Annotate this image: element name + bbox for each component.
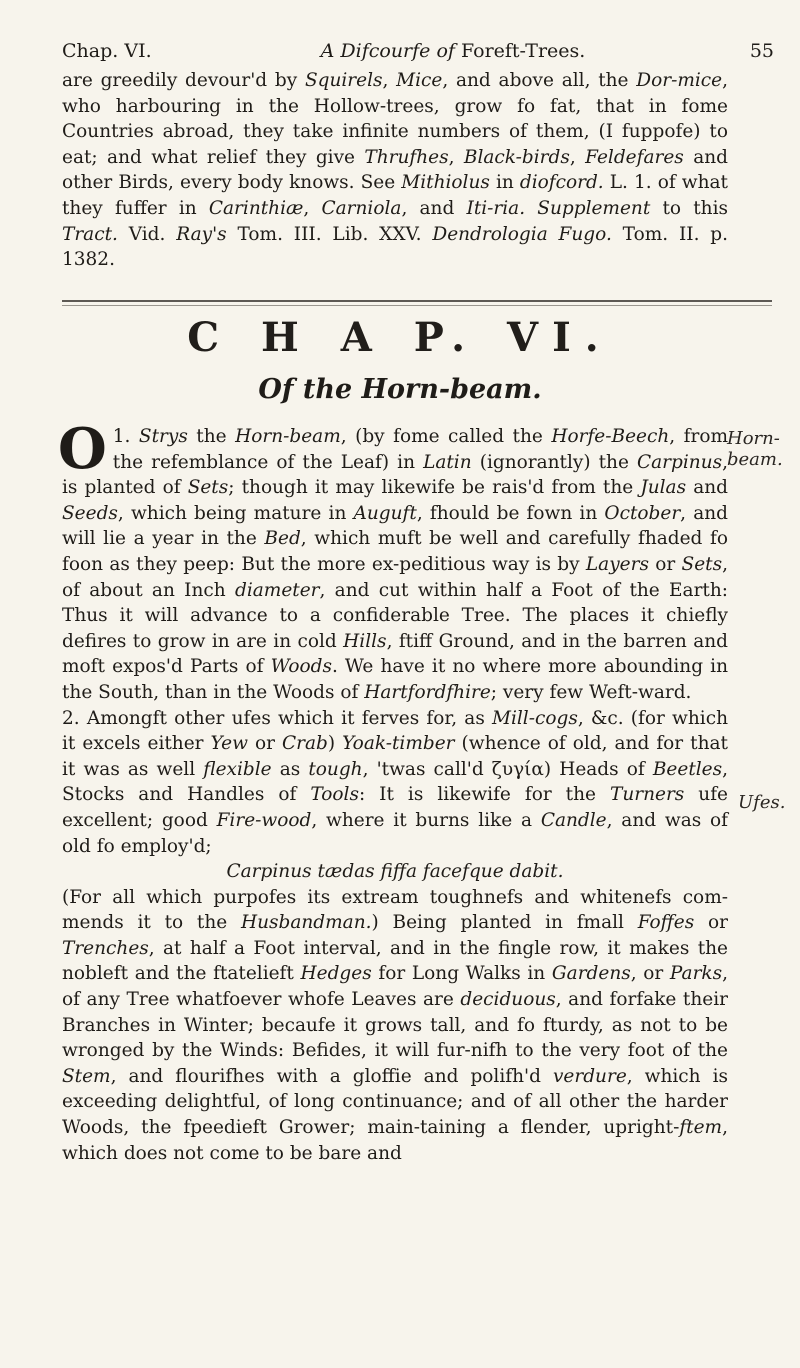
margin-note-horn-beam: Horn-beam.: [727, 428, 783, 470]
chapter-label: Chap. VI.: [62, 40, 152, 62]
main-text: [58, 416, 729, 1166]
chapter-heading: C H A P. VI.: [187, 314, 613, 361]
margin-note-ufes: Ufes.: [738, 792, 786, 813]
section-divider-thin: [62, 305, 772, 306]
intro-paragraph: are greedily devour'd by Squirels, Mice, and above all, the Dor-mice, who harbouring in the Hollow-trees, grow fo fat, that in fome Countries abroad, they take infinite numbers of them, (I fuppofe) to eat; and what relief they give Thrufhes, Black-birds, Feldefares and other Birds, every body knows. See Mithiolus in diofcord. L. 1. of what they fuffer in Carinthiæ, Carniola, and Iti-ria. Supplement to this Tract. Vid. Ray's Tom. III. Lib. XXV. Dendrologia Fugo. Tom. II. p. 1382.: [62, 70, 729, 271]
chapter-subtitle: Of the Horn-beam.: [258, 374, 542, 405]
section-divider: [62, 300, 772, 302]
running-title-plain: Foreft-Trees.: [460, 40, 586, 62]
page-number: 55: [749, 40, 774, 62]
paragraph-1-text: Strys the Horn-beam, (by fome called the Horfe-Beech, from the refemblance of the Leaf) in Latin (ignorantly) the Carpinus, is planted of Sets; though it may likewife be rais'd from the Julas and Seeds, which being mature in Auguft, fhould be fown in October, and will lie a year in the Bed, which muft be well and carefully fhaded fo foon as they peep: But the more ex-peditious way is by Layers or Sets, of about an Inch diameter, and cut within half a Foot of the Earth: Thus it will advance to a confiderable Tree. The places it chiefly defires to grow in are in cold Hills, ftiff Ground, and in the barren and moft expos'd Parts of Woods. We have it no where more abounding in the South, than in the Woods of Hartfordfhire; very few Weft-ward.: [62, 426, 729, 703]
drop-cap: O: [58, 416, 107, 482]
paragraph-3: (For all which purpofes its extream toughnefs and whitenefs com-mends it to the Husbandman.) Being planted in fmall Foffes or Trenches, at half a Foot interval, and in the fingle row, it makes the nobleft and the ftatelieft Hedges for Long Walks in Gardens, or Parks, of any Tree whatfoever whofe Leaves are deciduous, and forfake their Branches in Winter; becaufe it grows tall, and fo fturdy, as not to be wronged by the Winds: Befides, it will fur-nifh to the very foot of the Stem, and flourifhes with a gloffie and polifh'd verdure, which is exceeding delightful, of long continuance; and of all other the harder Woods, the fpeedieft Grower; main-taining a flender, upright-ftem, which does not come to be bare and: [62, 886, 729, 1164]
paragraph-2: 2. Amongft other ufes which it ferves for, as Mill-cogs, &c. (for which it excels either Yew or Crab) Yoak-timber (whence of old, and for that it was as well flexible as tough, 'twas call'd ζυγία) Heads of Beetles, Stocks and Handles of Tools: It is likewife for the Turners ufe excellent; good Fire-wood, where it burns like a Candle, and was of old fo employ'd;: [62, 707, 729, 857]
paragraph-1: 1. O Strys the Horn-beam, (by fome called the Horfe-Beech, from the refemblance of the Leaf) in Latin (ignorantly) the Carpinus, is planted of Sets; though it may likewife be rais'd from the Julas and Seeds, which being mature in Auguft, fhould be fown in October, and will lie a year in the Bed, which muft be well and carefully fhaded fo foon as they peep: But the more ex-peditious way is by Layers or Sets, of about an Inch diameter, and cut within half a Foot of the Earth: Thus it will advance to a confiderable Tree. The places it chiefly defires to grow in are in cold Hills, ftiff Ground, and in the barren and moft expos'd Parts of Woods. We have it no where more abounding in the South, than in the Woods of Hartfordfhire; very few Weft-ward.: [58, 416, 729, 703]
running-title-italic: A Difcourfe of: [320, 40, 455, 62]
latin-quote: Carpinus tædas fiffa facefque dabit.: [226, 861, 564, 883]
running-title: [172, 40, 734, 62]
